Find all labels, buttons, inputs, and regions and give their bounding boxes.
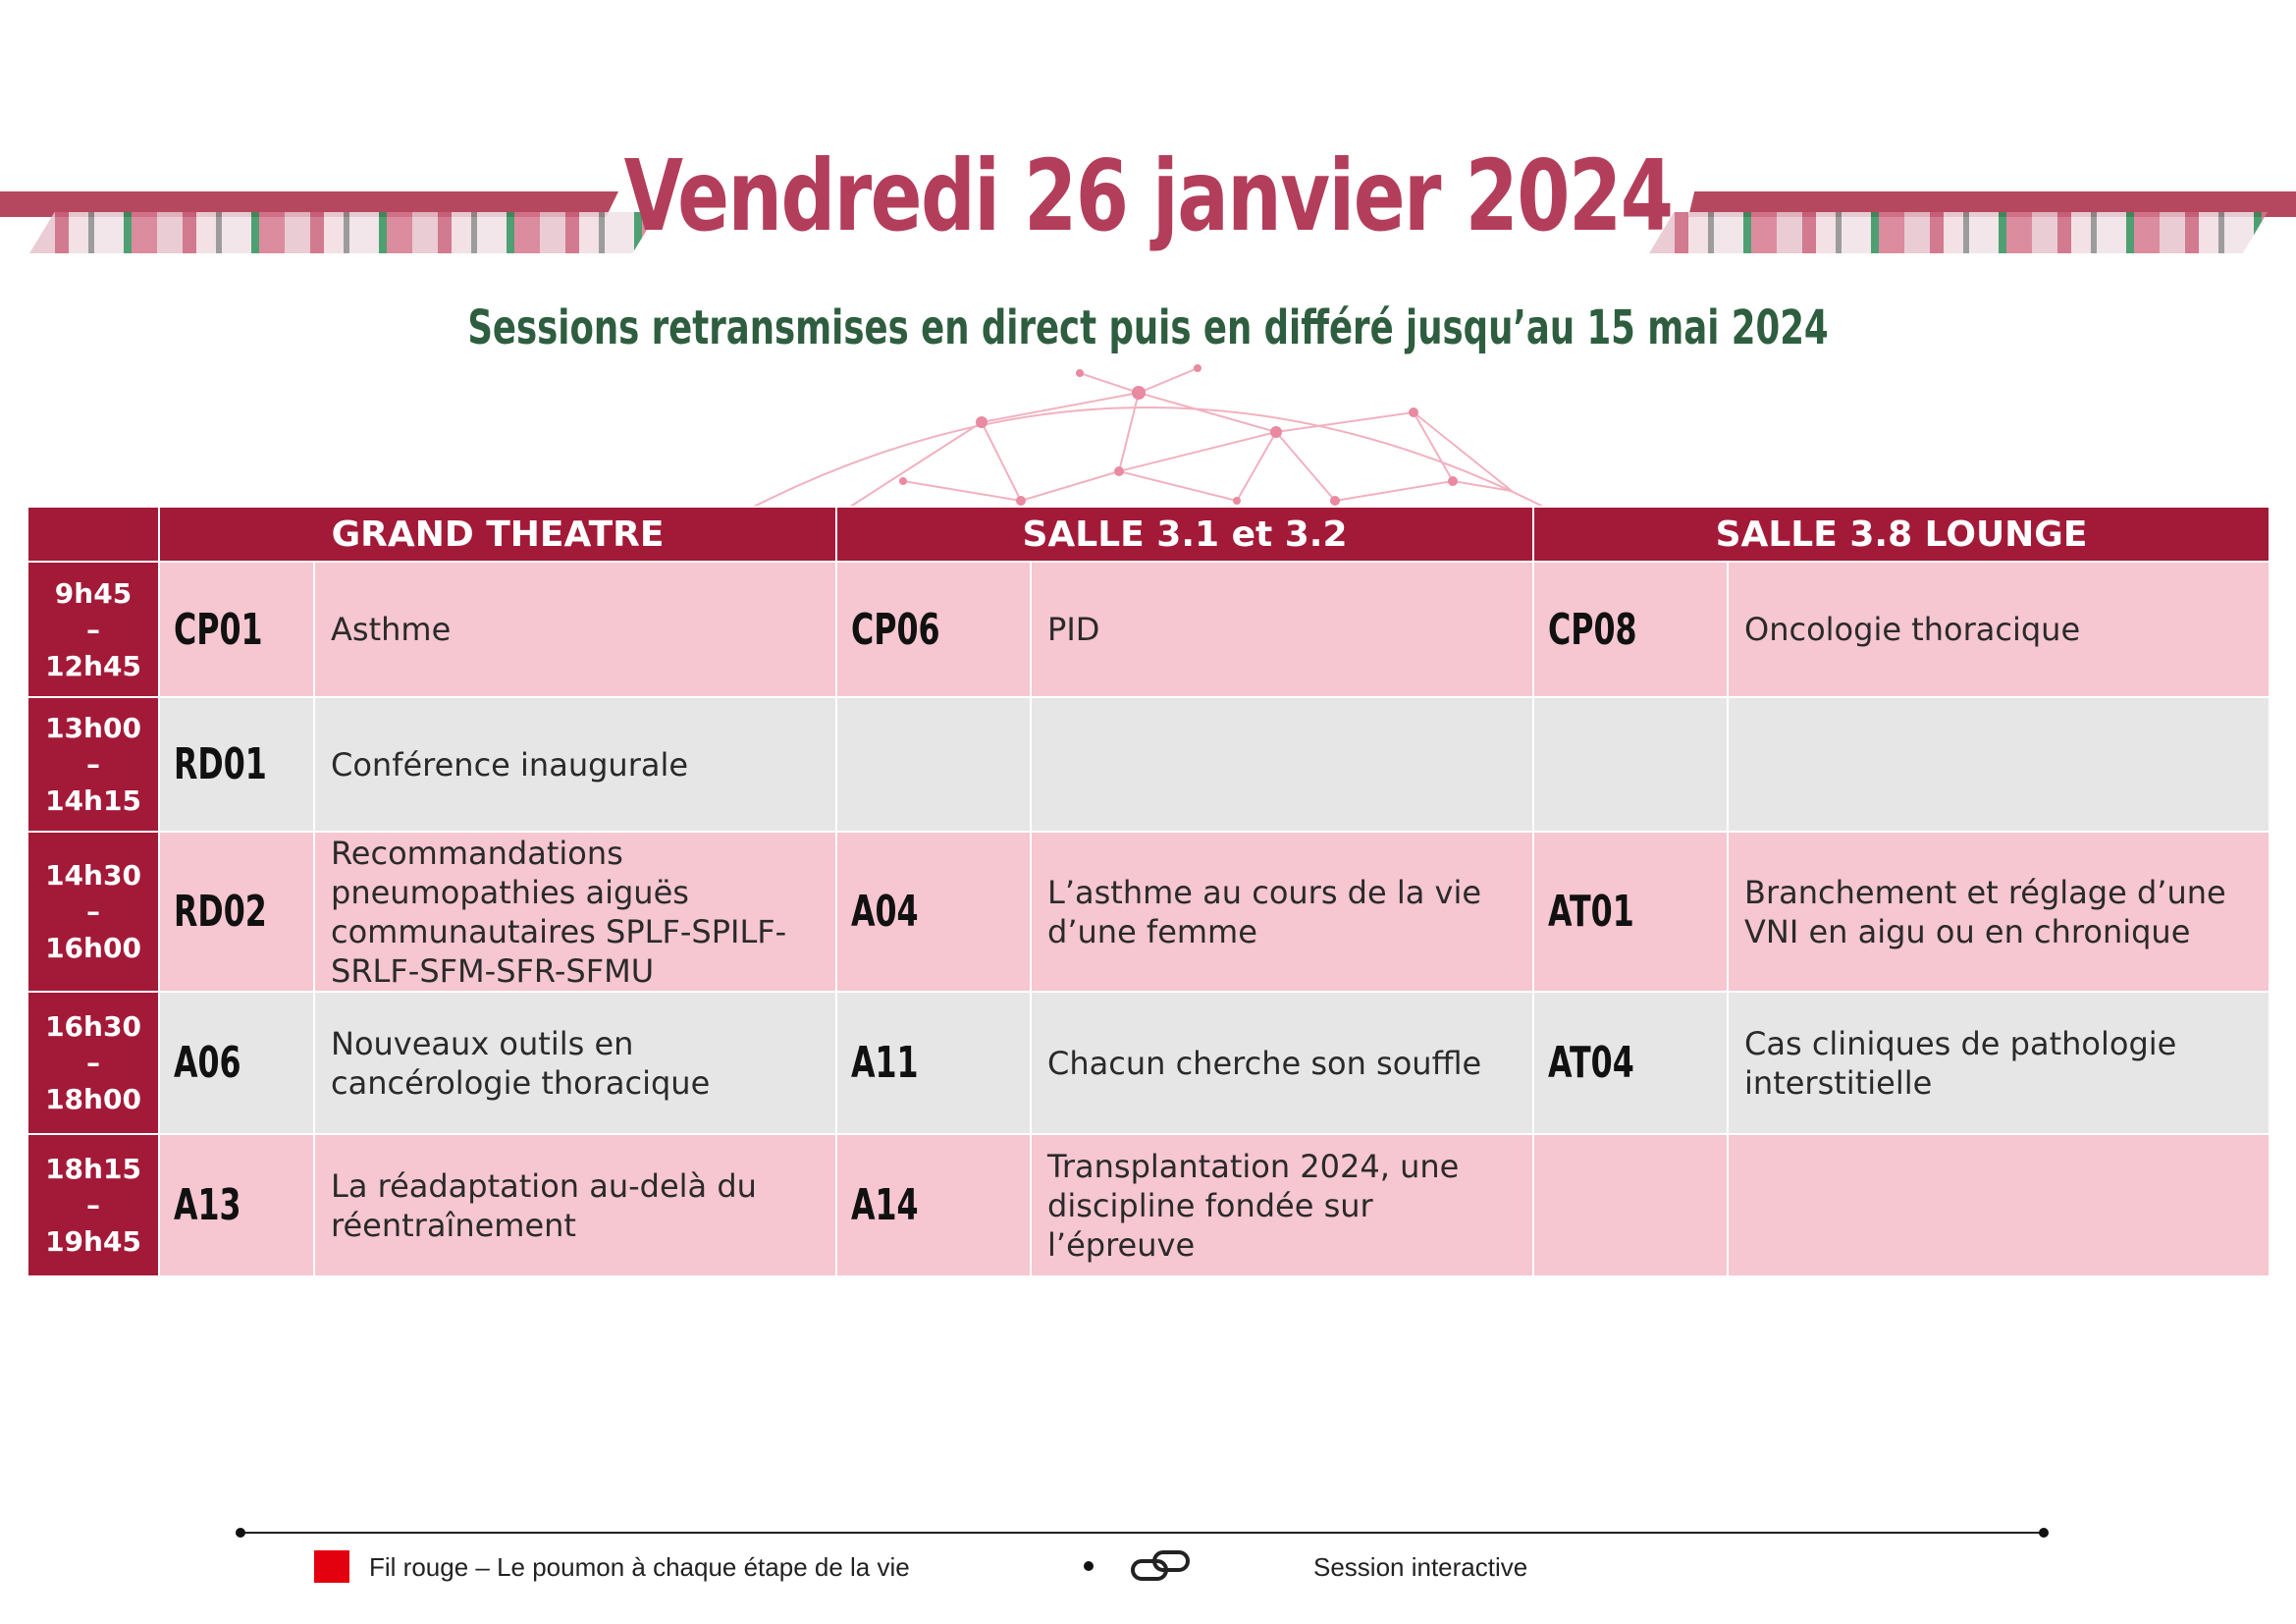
legend-bullet [1084,1561,1094,1571]
table-row [27,697,2269,832]
session-title[interactable]: Nouveaux outils en cancérologie thoracique [314,992,836,1134]
network-globe-decoration [726,363,1571,511]
session-code[interactable]: A04 [836,832,1031,992]
session-code[interactable]: CP01 [159,562,314,697]
session-title[interactable]: Cas cliniques de pathologie interstitielle [1728,992,2269,1134]
schedule-table [27,506,2270,1277]
session-code[interactable]: A06 [159,992,314,1134]
time-slot: 18h15 – 19h45 [27,1134,159,1276]
legend-divider-end-dot [2039,1528,2049,1538]
session-title[interactable]: Recommandations pneumopathies aiguës communautaires SPLF-SPILF-SRLF-SFM-SFR-SFMU [314,832,836,992]
session-code[interactable]: RD01 [159,697,314,832]
fil-rouge-label: Fil rouge – Le poumon à chaque étape de la vie [369,1552,910,1582]
time-slot: 13h00 – 14h15 [27,697,159,832]
session-title[interactable]: L’asthme au cours de la vie d’une femme [1031,832,1533,992]
session-code-empty [1533,1134,1728,1276]
legend-divider [240,1532,2044,1534]
session-title[interactable]: PID [1031,562,1533,697]
session-code[interactable]: CP06 [836,562,1031,697]
time-slot: 9h45 – 12h45 [27,562,159,697]
interactive-session-label: Session interactive [1313,1552,1528,1582]
session-title[interactable]: Transplantation 2024, une discipline fondée sur l’épreuve [1031,1134,1533,1276]
session-title[interactable]: Conférence inaugurale [314,697,836,832]
link-icon [1131,1547,1192,1585]
session-title-empty [1031,697,1533,832]
table-row [27,832,2269,992]
room-header-salle-3-8-lounge: SALLE 3.8 LOUNGE [1533,507,2269,562]
session-code[interactable]: A14 [836,1134,1031,1276]
table-row [27,992,2269,1134]
session-code[interactable]: CP08 [1533,562,1728,697]
session-code[interactable]: A13 [159,1134,314,1276]
session-code-empty [836,697,1031,832]
session-title-empty [1728,1134,2269,1276]
time-column-header [27,507,159,562]
session-title[interactable]: Branchement et réglage d’une VNI en aigu ou en chronique [1728,832,2269,992]
page-subtitle: Sessions retransmises en direct puis en différé jusqu’au 15 mai 2024 [467,300,1829,355]
session-title[interactable]: Chacun cherche son souffle [1031,992,1533,1134]
session-title[interactable]: Oncologie thoracique [1728,562,2269,697]
session-code[interactable]: AT01 [1533,832,1728,992]
session-title[interactable]: Asthme [314,562,836,697]
session-code[interactable]: A11 [836,992,1031,1134]
time-slot: 14h30 – 16h00 [27,832,159,992]
session-title[interactable]: La réadaptation au-delà du réentraînement [314,1134,836,1276]
time-slot: 16h30 – 18h00 [27,992,159,1134]
table-row [27,1134,2269,1276]
fil-rouge-swatch [314,1550,349,1583]
legend-divider-start-dot [236,1528,245,1538]
session-code[interactable]: RD02 [159,832,314,992]
page-title: Vendredi 26 janvier 2024 [623,138,1673,253]
room-header-salle-3-1-3-2: SALLE 3.1 et 3.2 [836,507,1533,562]
table-row [27,562,2269,697]
session-code-empty [1533,697,1728,832]
room-header-grand-theatre: GRAND THEATRE [159,507,836,562]
session-title-empty [1728,697,2269,832]
room-header-row [27,507,2269,562]
session-code[interactable]: AT04 [1533,992,1728,1134]
